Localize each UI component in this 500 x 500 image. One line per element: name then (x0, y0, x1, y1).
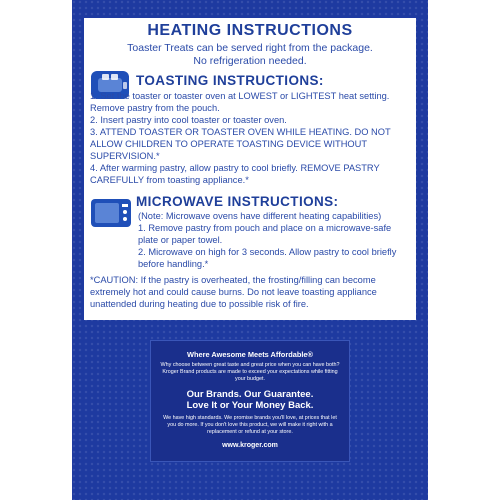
toasting-title: TOASTING INSTRUCTIONS: (136, 73, 324, 88)
kroger-offer-box (150, 340, 350, 462)
heating-line-2: No refrigeration needed. (193, 55, 307, 67)
caution-text: *CAUTION: If the pastry is overheated, the frosting/filling can become extremely hot and could cause burns. Do not leave toasting appliance unattended during heating due to possible risk of fire. (90, 275, 377, 309)
offer-headline: Where Awesome Meets Affordable® (187, 350, 313, 359)
offer-promise: We have high standards. We promise brands you'll love, at prices that let you do more. If you don't love this product, we will make it right with a replacement or refund at your store. (163, 415, 337, 435)
microwave-step-2: 2. Microwave on high for 3 seconds. Allow pastry to cool briefly before handling.* (138, 247, 397, 269)
microwave-title: MICROWAVE INSTRUCTIONS: (136, 194, 339, 209)
microwave-step-1: 1. Remove pastry from pouch and place on a microwave-safe plate or paper towel. (138, 223, 392, 245)
website-url: www.kroger.com (222, 442, 278, 449)
guarantee-line-2: Love It or Your Money Back. (186, 400, 314, 411)
toasting-step-4: 4. After warming pastry, allow pastry to cool briefly. REMOVE PASTRY CAREFULLY from toasting appliance.* (90, 163, 380, 185)
guarantee-line-1: Our Brands. Our Guarantee. (186, 389, 314, 400)
toasting-step-3: 3. ATTEND TOASTER OR TOASTER OVEN WHILE HEATING. DO NOT ALLOW CHILDREN TO OPERATE TOASTING DEVICE WITHOUT SUPERVISION.* (90, 127, 391, 161)
microwave-steps (90, 210, 412, 270)
heating-line-1: Toaster Treats can be served right from the package. (127, 42, 373, 54)
microwave-note: (Note: Microwave ovens have different heating capabilities) (138, 211, 382, 221)
instructions-panel (84, 18, 416, 320)
toasting-steps (90, 90, 412, 186)
toasting-step-2: 2. Insert pastry into cool toaster or toaster oven. (90, 115, 287, 125)
toasting-step-1: 1. Set the toaster or toaster oven at LOWEST or LIGHTEST heat setting. Remove pastry from the pouch. (90, 91, 390, 113)
offer-intro: Why choose between great taste and great price when you can have both? Kroger Brand products are made to exceed your expectations while fitting your budget. (160, 362, 340, 382)
heating-title: HEATING INSTRUCTIONS (147, 22, 353, 39)
